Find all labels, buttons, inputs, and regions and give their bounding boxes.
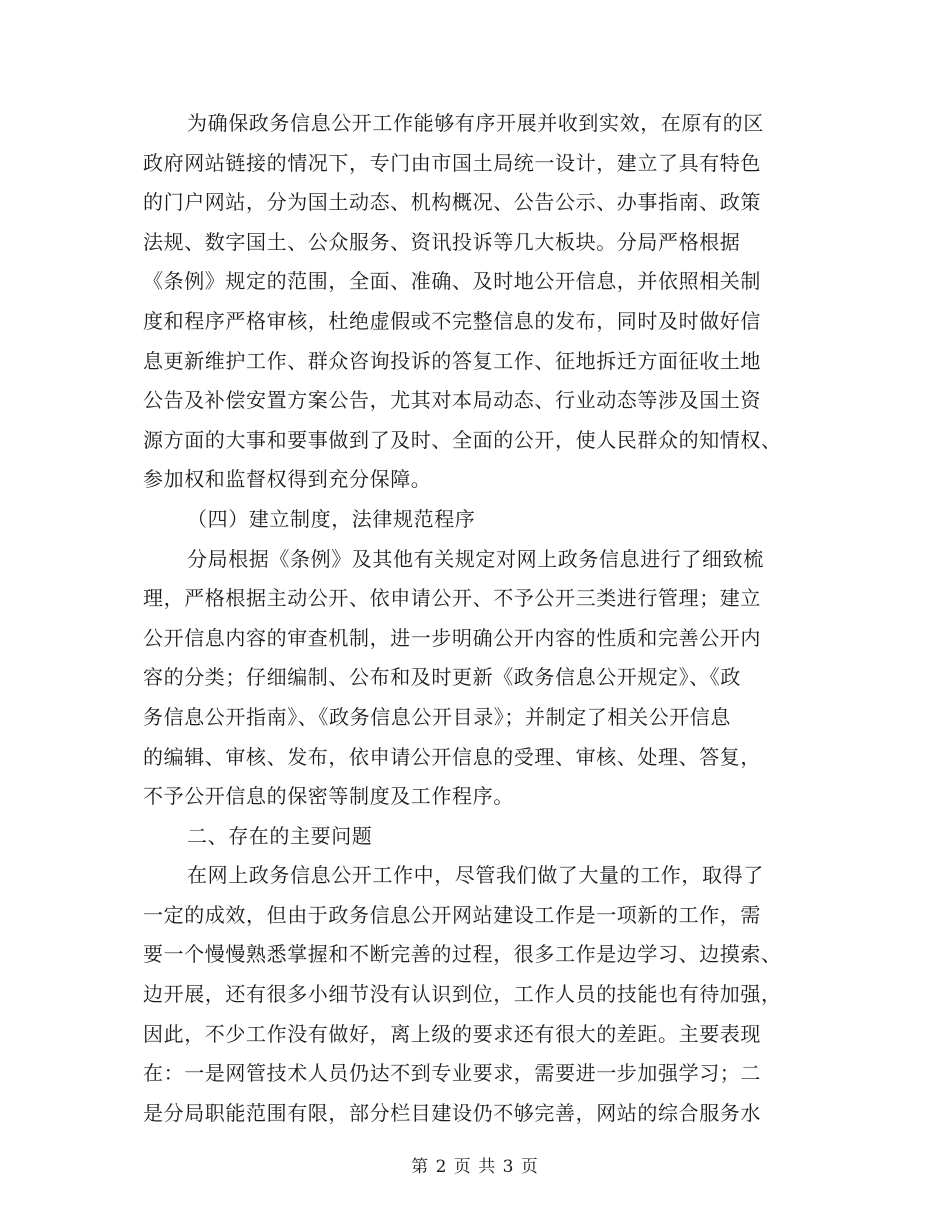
text-line: 因此，不少工作没有做好，离上级的要求还有很大的差距。主要表现	[143, 1021, 761, 1046]
text-line: 公开信息内容的审查机制，进一步明确公开内容的性质和完善公开内	[143, 625, 761, 650]
document-body	[143, 104, 809, 1133]
text-line: 边开展，还有很多小细节没有认识到位，工作人员的技能也有待加强，	[143, 982, 782, 1007]
text-line: （四）建立制度，法律规范程序	[187, 506, 476, 531]
page-footer: 第 2 页 共 3 页	[411, 1157, 539, 1177]
text-line: 务信息公开指南》、《政务信息公开目录》；并制定了相关公开信息	[143, 704, 731, 729]
text-line: 的编辑、审核、发布，依申请公开信息的受理、审核、处理、答复，	[143, 744, 761, 769]
text-line: 参加权和监督权得到充分保障。	[143, 467, 432, 492]
text-line: 法规、数字国土、公众服务、资讯投诉等几大板块。分局严格根据	[143, 229, 741, 254]
text-line: 政府网站链接的情况下，专门由市国土局统一设计，建立了具有特色	[143, 150, 761, 175]
text-line: 一定的成效，但由于政务信息公开网站建设工作是一项新的工作，需	[143, 902, 761, 927]
text-line: 在网上政务信息公开工作中，尽管我们做了大量的工作，取得了	[187, 863, 764, 888]
text-line: 不予公开信息的保密等制度及工作程序。	[143, 784, 514, 809]
text-line: 是分局职能范围有限，部分栏目建设仍不够完善，网站的综合服务水	[143, 1100, 761, 1125]
text-line: 息更新维护工作、群众咨询投诉的答复工作、征地拆迁方面征收土地	[143, 348, 761, 373]
text-line: 为确保政务信息公开工作能够有序开展并收到实效，在原有的区	[187, 111, 764, 135]
text-line: 要一个慢慢熟悉掌握和不断完善的过程，很多工作是边学习、边摸索、	[143, 942, 782, 967]
text-line: 二、存在的主要问题	[187, 823, 373, 848]
text-line: 的门户网站，分为国土动态、机构概况、公告公示、办事指南、政策	[143, 190, 761, 215]
text-line: 分局根据《条例》及其他有关规定对网上政务信息进行了细致梳	[187, 546, 764, 571]
text-line: 容的分类；仔细编制、公布和及时更新《政务信息公开规定》、《政	[143, 665, 741, 690]
text-line: 《条例》规定的范围，全面、准确、及时地公开信息，并依照相关制	[143, 269, 761, 294]
text-line: 理，严格根据主动公开、依申请公开、不予公开三类进行管理；建立	[143, 586, 761, 611]
text-line: 公告及补偿安置方案公告，尤其对本局动态、行业动态等涉及国土资	[143, 388, 761, 413]
text-line: 在：一是网管技术人员仍达不到专业要求，需要进一步加强学习；二	[143, 1061, 761, 1086]
text-line: 源方面的大事和要事做到了及时、全面的公开，使人民群众的知情权、	[143, 427, 782, 452]
text-line: 度和程序严格审核，杜绝虚假或不完整信息的发布，同时及时做好信	[143, 308, 761, 333]
